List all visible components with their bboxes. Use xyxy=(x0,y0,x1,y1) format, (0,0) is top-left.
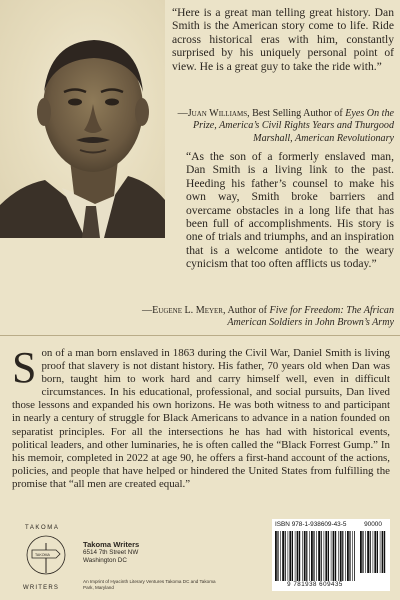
endorsement-quote-2 xyxy=(186,150,394,271)
endorsement-quote-1: “Here is a great man telling great history. Dan Smith is the American story come to life. Ride across historical eras with him, constantly surprised by his uniquely personal point of view. He is a great guy to take the ride with.” xyxy=(172,6,394,73)
endorser-work-2: Five for Freedom: The African American Soldiers in John Brown’s Army xyxy=(227,305,394,329)
endorser-name-1: —Juan Williams, xyxy=(177,108,250,119)
endorsement-attribution-1 xyxy=(172,108,394,145)
publisher-logo xyxy=(22,521,70,593)
endorsement-attribution-2 xyxy=(120,305,394,330)
endorser-desc-2: Author of xyxy=(225,305,270,316)
barcode-addon-bars xyxy=(360,531,387,573)
endorser-name-2: —Eugene L. Meyer, xyxy=(142,305,226,316)
author-portrait xyxy=(0,0,165,238)
section-divider xyxy=(0,335,400,336)
logo-bottom-text: WRITERS xyxy=(23,585,60,591)
logo-top-text: TAKOMA xyxy=(25,525,60,531)
publisher-info xyxy=(83,541,223,566)
publisher-city: Washington DC xyxy=(83,557,127,565)
publisher-address: 6514 7th Street NW xyxy=(83,549,139,557)
barcode xyxy=(272,519,390,591)
barcode-digits: 9 781938 609435 xyxy=(287,581,343,588)
endorser-works-1: Eyes On the Prize, America’s Civil Rights Years and Thurgood Marshall, American Revolutionary xyxy=(192,108,394,144)
publisher-name: Takoma Writers xyxy=(83,540,140,549)
portrait-image xyxy=(0,0,165,238)
publisher-imprint: An Imprint of Hyacinth Literary Ventures Takoma DC and Takoma Park, Maryland xyxy=(83,579,216,590)
barcode-bars xyxy=(275,531,355,581)
drop-cap: S xyxy=(12,343,37,392)
price-code: 90000 xyxy=(364,521,382,528)
book-description xyxy=(12,343,390,491)
isbn-text: ISBN 978-1-938609-43-5 xyxy=(275,521,347,528)
book-description-text: on of a man born enslaved in 1863 during the Civil War, Daniel Smith is living proof that slavery is not distant history. His father, 70 years old when Dan was born, taught him to work hard and carry himself well, even in difficult circumstances. In his educational, professional, and social pursuits, Dan lived those lessons and expanded his own horizons. He was both witness to and participant in nearly a century of struggle for Black Americans to advance in a nation founded on separatist principles. For all the intersections he has had with historical events, political leaders, and other luminaries, he is often called the “Black Forrest Gump.” In his memoir, completed in 2022 at age 90, he offers a first-hand account of the actions, policies, and people that have helped or hindered the United States from fulfilling the promise that “all men are created equal.” xyxy=(12,347,390,490)
endorser-desc-1: Best Selling Author of xyxy=(249,108,346,119)
endorsement-quote-2-text: “As the son of a formerly enslaved man, Dan Smith is a living link to the past. Heeding his father’s counsel to make his own way, Smith broke barriers and overcame obstacles in a long life that has been full of accomplishments. His story is one of trials and triumphs, and an inspiration that is a welcome antidote to the weary cynicism that too often afflicts us today.” xyxy=(186,150,395,271)
logo-sign-text: TAKOMA xyxy=(35,553,50,557)
